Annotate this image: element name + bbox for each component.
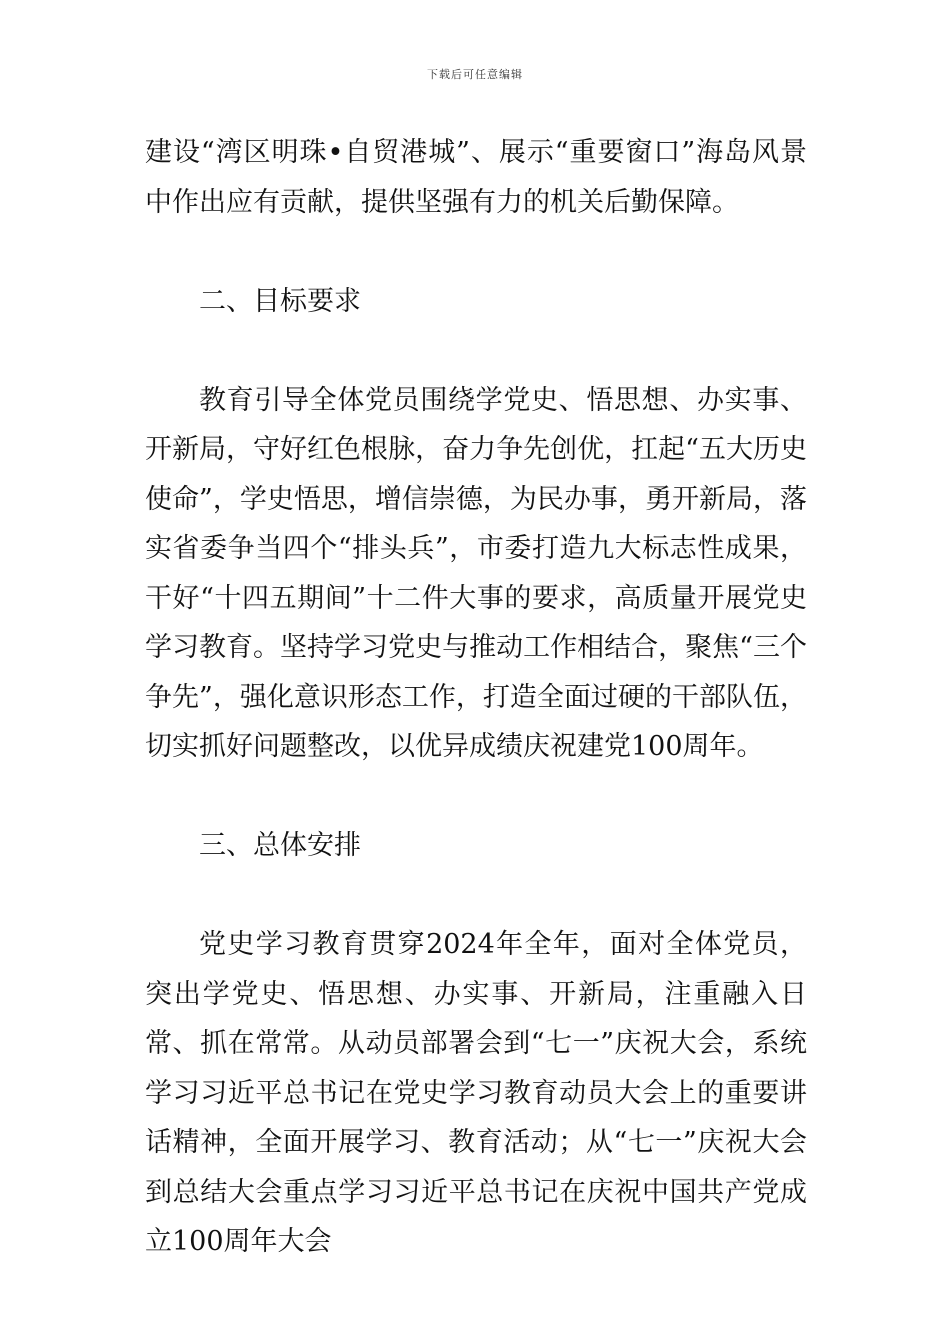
spacer [145, 227, 807, 277]
document-body [145, 128, 807, 1267]
spacer [145, 326, 807, 376]
spacer [145, 772, 807, 822]
paragraph-goals: 教育引导全体党员围绕学党史、悟思想、办实事、开新局，守好红色根脉，奋力争先创优，扛起“五大历史使命”，学史悟思，增信崇德，为民办事，勇开新局，落实省委争当四个“排头兵”，市委打造九大标志性成果，干好“十四五期间”十二件大事的要求，高质量开展党史学习教育。坚持学习党史与推动工作相结合，聚焦“三个争先”，强化意识形态工作，打造全面过硬的干部队伍，切实抓好问题整改，以优异成绩庆祝建党100周年。 [145, 384, 807, 762]
paragraph-continuation: 建设“湾区明珠•自贸港城”、展示“重要窗口”海岛风景中作出应有贡献，提供坚强有力的机关后勤保障。 [145, 137, 807, 218]
header-note: 下载后可任意编辑 [427, 68, 523, 81]
section-heading-arrangement: 三、总体安排 [199, 830, 361, 861]
paragraph-arrangement: 党史学习教育贯穿2024年全年，面对全体党员，突出学党史、悟思想、办实事、开新局，注重融入日常、抓在常常。从动员部署会到“七一”庆祝大会，系统学习习近平总书记在党史学习教育动员大会上的重要讲话精神，全面开展学习、教育活动；从“七一”庆祝大会到总结大会重点学习习近平总书记在庆祝中国共产党成立100周年大会 [145, 929, 807, 1257]
section-heading-goals: 二、目标要求 [199, 285, 361, 317]
spacer [145, 871, 807, 921]
